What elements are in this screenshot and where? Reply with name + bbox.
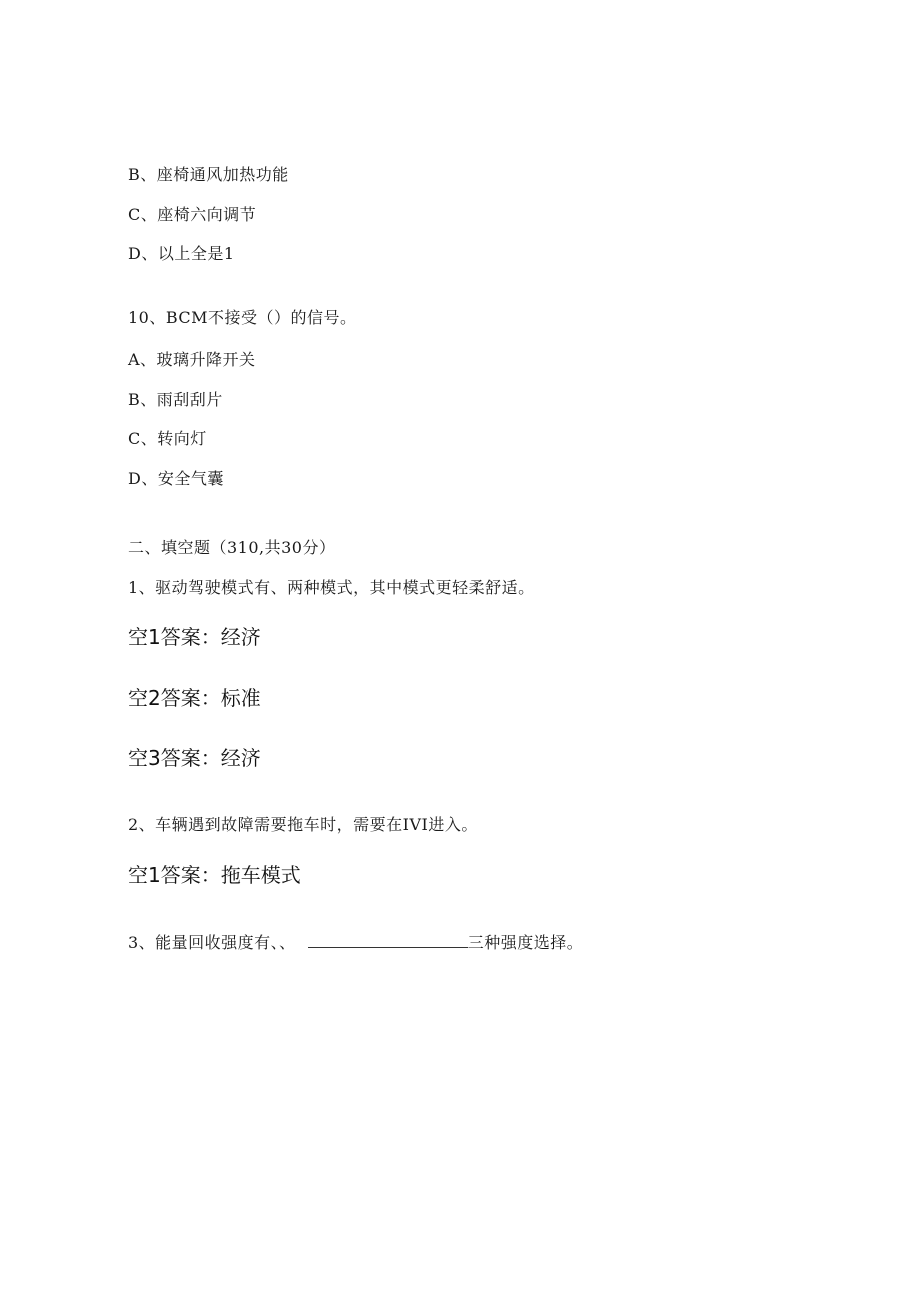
fill-q1-question: 1、驱动驾驶模式有、两种模式，其中模式更轻柔舒适。	[128, 578, 535, 597]
q9-option-c: C、座椅六向调节	[128, 205, 257, 224]
fill-q3-question	[128, 933, 583, 953]
fill-q2-answer-1: 空1答案：拖车模式	[128, 863, 301, 887]
fill-q1-answer-2: 空2答案：标准	[128, 686, 261, 710]
q10-option-c: C、转向灯	[128, 429, 207, 448]
fill-q2-question: 2、车辆遇到故障需要拖车时，需要在IVI进入。	[128, 815, 478, 834]
fill-q1-answer-1: 空1答案：经济	[128, 625, 261, 649]
q10-option-d: D、安全气囊	[128, 469, 224, 488]
fill-q3-question-start: 3、能量回收强度有、、	[128, 933, 296, 952]
fill-q3-blank	[308, 933, 468, 948]
q9-option-b: B、座椅通风加热功能	[128, 165, 289, 184]
fill-q1-answer-3: 空3答案：经济	[128, 746, 261, 770]
q10-option-a: A、玻璃升降开关	[128, 350, 256, 369]
q9-option-d: D、以上全是1	[128, 244, 235, 263]
section-heading: 二、填空题（310,共30分）	[128, 538, 336, 557]
fill-q3-question-end: 三种强度选择。	[467, 933, 584, 952]
q10-option-b: B、雨刮刮片	[128, 390, 223, 409]
q10-question: 10、BCM不接受（）的信号。	[128, 308, 357, 327]
